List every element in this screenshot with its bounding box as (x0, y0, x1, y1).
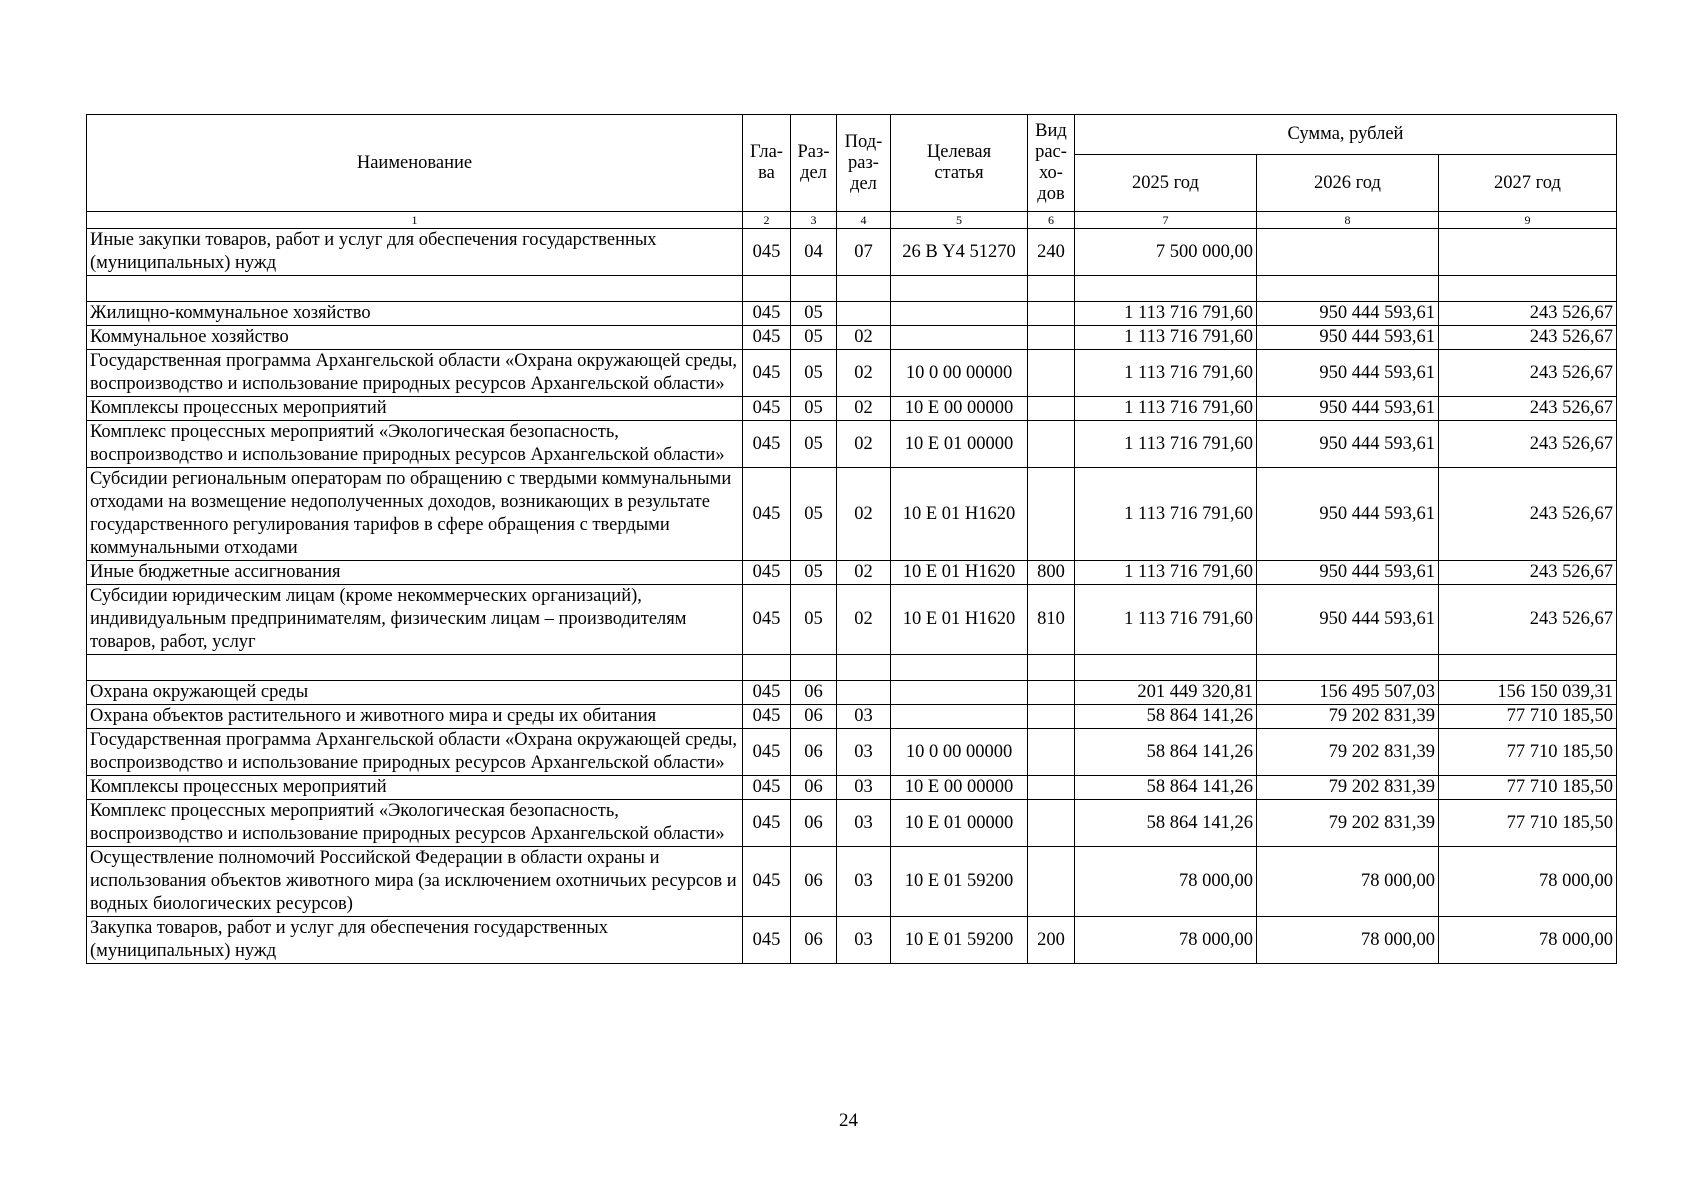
table-row (87, 561, 1617, 585)
target-cell: 10 Е 01 59200 (891, 847, 1028, 917)
podrazdel-cell: 02 (837, 397, 891, 421)
header-glava: Гла- ва (743, 115, 791, 212)
sum-2026-cell: 950 444 593,61 (1257, 302, 1439, 326)
sum-2025-cell (1075, 276, 1257, 302)
vid-cell (1028, 302, 1075, 326)
sum-2026-cell: 950 444 593,61 (1257, 468, 1439, 561)
razdel-cell: 06 (791, 917, 837, 964)
razdel-cell: 05 (791, 585, 837, 655)
razdel-cell: 05 (791, 397, 837, 421)
sum-2026-cell: 950 444 593,61 (1257, 350, 1439, 397)
vid-cell (1028, 350, 1075, 397)
sum-2026-cell (1257, 229, 1439, 276)
table-row (87, 729, 1617, 776)
table-row (87, 350, 1617, 397)
sum-2027-cell: 156 150 039,31 (1439, 681, 1617, 705)
sum-2026-cell: 79 202 831,39 (1257, 776, 1439, 800)
glava-cell: 045 (743, 350, 791, 397)
razdel-cell (791, 655, 837, 681)
header-podrazdel: Под- раз- дел (837, 115, 891, 212)
sum-2026-cell: 79 202 831,39 (1257, 705, 1439, 729)
name-cell: Охрана объектов растительного и животного мира и среды их обитания (87, 705, 743, 729)
table-row (87, 681, 1617, 705)
header-razdel: Раз- дел (791, 115, 837, 212)
target-cell (891, 302, 1028, 326)
target-cell: 10 Е 01 Н1620 (891, 468, 1028, 561)
vid-cell (1028, 800, 1075, 847)
sum-2026-cell: 78 000,00 (1257, 917, 1439, 964)
name-cell (87, 655, 743, 681)
glava-cell: 045 (743, 302, 791, 326)
target-cell (891, 276, 1028, 302)
sum-2026-cell: 79 202 831,39 (1257, 800, 1439, 847)
sum-2027-cell: 243 526,67 (1439, 421, 1617, 468)
vid-cell: 810 (1028, 585, 1075, 655)
vid-cell (1028, 421, 1075, 468)
vid-cell (1028, 729, 1075, 776)
glava-cell (743, 655, 791, 681)
name-cell: Жилищно-коммунальное хозяйство (87, 302, 743, 326)
target-cell: 10 Е 01 Н1620 (891, 561, 1028, 585)
razdel-cell: 05 (791, 421, 837, 468)
razdel-cell: 05 (791, 350, 837, 397)
podrazdel-cell: 02 (837, 350, 891, 397)
sum-2027-cell: 77 710 185,50 (1439, 705, 1617, 729)
name-cell: Субсидии региональным операторам по обращению с твердыми коммунальными отходами на возмещение недополученных доходов, возникающих в результате государственного регулирования тарифов в сфере обращения с твердыми коммунальными отходами (87, 468, 743, 561)
sum-2027-cell: 243 526,67 (1439, 585, 1617, 655)
col-number: 6 (1028, 212, 1075, 229)
header-year-2026: 2026 год (1257, 155, 1439, 212)
sum-2027-cell (1439, 229, 1617, 276)
table-body (87, 229, 1617, 964)
razdel-cell: 06 (791, 705, 837, 729)
vid-cell: 200 (1028, 917, 1075, 964)
header-sum: Сумма, рублей (1075, 115, 1617, 155)
header-vid: Вид рас- хо- дов (1028, 115, 1075, 212)
name-cell: Комплексы процессных мероприятий (87, 397, 743, 421)
col-number: 7 (1075, 212, 1257, 229)
sum-2026-cell: 950 444 593,61 (1257, 397, 1439, 421)
vid-cell: 800 (1028, 561, 1075, 585)
table-row (87, 585, 1617, 655)
razdel-cell: 05 (791, 468, 837, 561)
table-row (87, 776, 1617, 800)
razdel-cell: 05 (791, 326, 837, 350)
target-cell: 10 Е 00 00000 (891, 776, 1028, 800)
name-cell: Комплексы процессных мероприятий (87, 776, 743, 800)
col-number: 8 (1257, 212, 1439, 229)
target-cell (891, 681, 1028, 705)
glava-cell: 045 (743, 397, 791, 421)
sum-2025-cell: 78 000,00 (1075, 917, 1257, 964)
table-row (87, 800, 1617, 847)
name-cell: Закупка товаров, работ и услуг для обеспечения государственных (муниципальных) нужд (87, 917, 743, 964)
glava-cell: 045 (743, 917, 791, 964)
podrazdel-cell: 02 (837, 421, 891, 468)
glava-cell: 045 (743, 561, 791, 585)
blank-row (87, 276, 1617, 302)
glava-cell: 045 (743, 326, 791, 350)
col-number: 5 (891, 212, 1028, 229)
sum-2027-cell: 243 526,67 (1439, 350, 1617, 397)
sum-2025-cell: 58 864 141,26 (1075, 800, 1257, 847)
podrazdel-cell (837, 655, 891, 681)
table-row (87, 917, 1617, 964)
name-cell (87, 276, 743, 302)
sum-2026-cell: 950 444 593,61 (1257, 326, 1439, 350)
header-target: Целевая статья (891, 115, 1028, 212)
sum-2027-cell (1439, 655, 1617, 681)
name-cell: Иные закупки товаров, работ и услуг для обеспечения государственных (муниципальных) нужд (87, 229, 743, 276)
sum-2025-cell: 58 864 141,26 (1075, 729, 1257, 776)
table-row (87, 229, 1617, 276)
name-cell: Комплекс процессных мероприятий «Экологическая безопасность, воспроизводство и использование природных ресурсов Архангельской области» (87, 421, 743, 468)
sum-2026-cell: 950 444 593,61 (1257, 585, 1439, 655)
target-cell: 10 Е 00 00000 (891, 397, 1028, 421)
sum-2026-cell (1257, 276, 1439, 302)
razdel-cell: 06 (791, 847, 837, 917)
sum-2025-cell: 1 113 716 791,60 (1075, 326, 1257, 350)
name-cell: Субсидии юридическим лицам (кроме некоммерческих организаций), индивидуальным предпринимателям, физическим лицам – производителям товаров, работ, услуг (87, 585, 743, 655)
podrazdel-cell: 02 (837, 468, 891, 561)
sum-2025-cell: 58 864 141,26 (1075, 776, 1257, 800)
blank-row (87, 655, 1617, 681)
sum-2025-cell: 1 113 716 791,60 (1075, 561, 1257, 585)
header-year-2027: 2027 год (1439, 155, 1617, 212)
sum-2025-cell: 1 113 716 791,60 (1075, 397, 1257, 421)
budget-table (86, 114, 1617, 964)
razdel-cell: 05 (791, 302, 837, 326)
razdel-cell: 04 (791, 229, 837, 276)
sum-2025-cell: 1 113 716 791,60 (1075, 421, 1257, 468)
target-cell: 10 0 00 00000 (891, 729, 1028, 776)
sum-2027-cell: 243 526,67 (1439, 326, 1617, 350)
razdel-cell (791, 276, 837, 302)
vid-cell (1028, 326, 1075, 350)
sum-2026-cell (1257, 655, 1439, 681)
target-cell: 10 Е 01 59200 (891, 917, 1028, 964)
podrazdel-cell: 03 (837, 847, 891, 917)
sum-2026-cell: 950 444 593,61 (1257, 421, 1439, 468)
col-number: 1 (87, 212, 743, 229)
sum-2027-cell (1439, 276, 1617, 302)
table-row (87, 468, 1617, 561)
name-cell: Осуществление полномочий Российской Федерации в области охраны и использования объектов животного мира (за исключением охотничьих ресурсов и водных биологических ресурсов) (87, 847, 743, 917)
podrazdel-cell: 02 (837, 561, 891, 585)
sum-2027-cell: 243 526,67 (1439, 468, 1617, 561)
sum-2027-cell: 243 526,67 (1439, 397, 1617, 421)
podrazdel-cell: 03 (837, 917, 891, 964)
target-cell: 10 Е 01 00000 (891, 800, 1028, 847)
table-row (87, 326, 1617, 350)
glava-cell: 045 (743, 468, 791, 561)
sum-2025-cell: 7 500 000,00 (1075, 229, 1257, 276)
vid-cell (1028, 468, 1075, 561)
table-row (87, 302, 1617, 326)
glava-cell: 045 (743, 847, 791, 917)
glava-cell: 045 (743, 800, 791, 847)
table-row (87, 705, 1617, 729)
col-number: 2 (743, 212, 791, 229)
target-cell (891, 326, 1028, 350)
name-cell: Охрана окружающей среды (87, 681, 743, 705)
sum-2025-cell: 1 113 716 791,60 (1075, 302, 1257, 326)
table-row (87, 421, 1617, 468)
sum-2025-cell: 1 113 716 791,60 (1075, 350, 1257, 397)
podrazdel-cell (837, 681, 891, 705)
table-row (87, 847, 1617, 917)
glava-cell: 045 (743, 729, 791, 776)
razdel-cell: 06 (791, 729, 837, 776)
col-number: 3 (791, 212, 837, 229)
column-numbers-row (87, 212, 1617, 229)
sum-2027-cell: 77 710 185,50 (1439, 776, 1617, 800)
name-cell: Государственная программа Архангельской области «Охрана окружающей среды, воспроизводство и использование природных ресурсов Архангельской области» (87, 350, 743, 397)
sum-2025-cell: 1 113 716 791,60 (1075, 585, 1257, 655)
name-cell: Государственная программа Архангельской области «Охрана окружающей среды, воспроизводство и использование природных ресурсов Архангельской области» (87, 729, 743, 776)
vid-cell (1028, 776, 1075, 800)
vid-cell (1028, 705, 1075, 729)
vid-cell (1028, 847, 1075, 917)
sum-2027-cell: 78 000,00 (1439, 917, 1617, 964)
sum-2027-cell: 77 710 185,50 (1439, 729, 1617, 776)
sum-2026-cell: 156 495 507,03 (1257, 681, 1439, 705)
sum-2026-cell: 78 000,00 (1257, 847, 1439, 917)
razdel-cell: 05 (791, 561, 837, 585)
podrazdel-cell: 02 (837, 326, 891, 350)
vid-cell: 240 (1028, 229, 1075, 276)
target-cell: 10 Е 01 00000 (891, 421, 1028, 468)
podrazdel-cell: 07 (837, 229, 891, 276)
podrazdel-cell (837, 302, 891, 326)
sum-2027-cell: 243 526,67 (1439, 561, 1617, 585)
glava-cell: 045 (743, 681, 791, 705)
target-cell: 10 Е 01 Н1620 (891, 585, 1028, 655)
glava-cell: 045 (743, 421, 791, 468)
vid-cell (1028, 397, 1075, 421)
header-name: Наименование (87, 115, 743, 212)
col-number: 4 (837, 212, 891, 229)
header-year-2025: 2025 год (1075, 155, 1257, 212)
name-cell: Коммунальное хозяйство (87, 326, 743, 350)
target-cell: 10 0 00 00000 (891, 350, 1028, 397)
col-number: 9 (1439, 212, 1617, 229)
razdel-cell: 06 (791, 776, 837, 800)
sum-2026-cell: 79 202 831,39 (1257, 729, 1439, 776)
glava-cell: 045 (743, 705, 791, 729)
podrazdel-cell (837, 276, 891, 302)
target-cell (891, 705, 1028, 729)
sum-2025-cell: 1 113 716 791,60 (1075, 468, 1257, 561)
podrazdel-cell: 03 (837, 705, 891, 729)
name-cell: Комплекс процессных мероприятий «Экологическая безопасность, воспроизводство и использование природных ресурсов Архангельской области» (87, 800, 743, 847)
glava-cell: 045 (743, 776, 791, 800)
sum-2025-cell: 201 449 320,81 (1075, 681, 1257, 705)
sum-2027-cell: 77 710 185,50 (1439, 800, 1617, 847)
vid-cell (1028, 681, 1075, 705)
podrazdel-cell: 02 (837, 585, 891, 655)
glava-cell: 045 (743, 229, 791, 276)
glava-cell: 045 (743, 585, 791, 655)
sum-2027-cell: 243 526,67 (1439, 302, 1617, 326)
podrazdel-cell: 03 (837, 776, 891, 800)
page-number: 24 (839, 1110, 858, 1131)
vid-cell (1028, 655, 1075, 681)
sum-2025-cell: 58 864 141,26 (1075, 705, 1257, 729)
name-cell: Иные бюджетные ассигнования (87, 561, 743, 585)
razdel-cell: 06 (791, 681, 837, 705)
podrazdel-cell: 03 (837, 800, 891, 847)
sum-2025-cell: 78 000,00 (1075, 847, 1257, 917)
vid-cell (1028, 276, 1075, 302)
podrazdel-cell: 03 (837, 729, 891, 776)
glava-cell (743, 276, 791, 302)
target-cell (891, 655, 1028, 681)
sum-2026-cell: 950 444 593,61 (1257, 561, 1439, 585)
sum-2027-cell: 78 000,00 (1439, 847, 1617, 917)
table-row (87, 397, 1617, 421)
razdel-cell: 06 (791, 800, 837, 847)
sum-2025-cell (1075, 655, 1257, 681)
target-cell: 26 В Y4 51270 (891, 229, 1028, 276)
